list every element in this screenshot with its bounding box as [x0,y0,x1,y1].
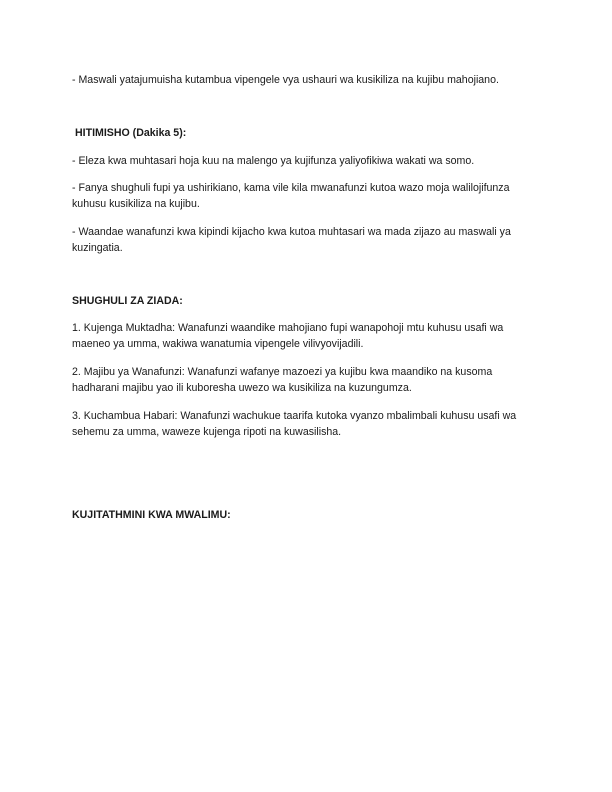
kujitathmini-heading: KUJITATHMINI KWA MWALIMU: [72,509,231,521]
hitimisho-item-2: - Fanya shughuli fupi ya ushirikiano, kama vile kila mwanafunzi kutoa wazo moja walilojifunza kuhusu kusikiliza na kujibu. [72,182,510,210]
hitimisho-item-1: - Eleza kwa muhtasari hoja kuu na malengo ya kujifunza yaliyofikiwa wakati wa somo. [72,155,475,167]
shughuli-item-1: 1. Kujenga Muktadha: Wanafunzi waandike mahojiano fupi wanapohoji mtu kuhusu usafi wa maeneo ya umma, wakiwa wanatumia vipengele vilivyovijadili. [72,322,504,350]
intro-bullet: - Maswali yatajumuisha kutambua vipengele vya ushauri wa kusikiliza na kujibu mahojiano. [72,74,499,86]
hitimisho-item-3: - Waandae wanafunzi kwa kipindi kijacho kwa kutoa muhtasari wa mada zijazo au maswali ya kuzingatia. [72,226,511,254]
shughuli-heading: SHUGHULI ZA ZIADA: [72,295,183,307]
hitimisho-heading: HITIMISHO (Dakika 5): [75,127,187,139]
shughuli-item-2: 2. Majibu ya Wanafunzi: Wanafunzi wafanye mazoezi ya kujibu kwa maandiko na kusoma hadharani majibu yao ili kuboresha uwezo wa kusikiliza na kuzungumza. [72,366,493,394]
shughuli-item-3: 3. Kuchambua Habari: Wanafunzi wachukue taarifa kutoka vyanzo mbalimbali kuhusu usafi wa sehemu za umma, waweze kujenga ripoti na kuwasilisha. [72,410,517,438]
